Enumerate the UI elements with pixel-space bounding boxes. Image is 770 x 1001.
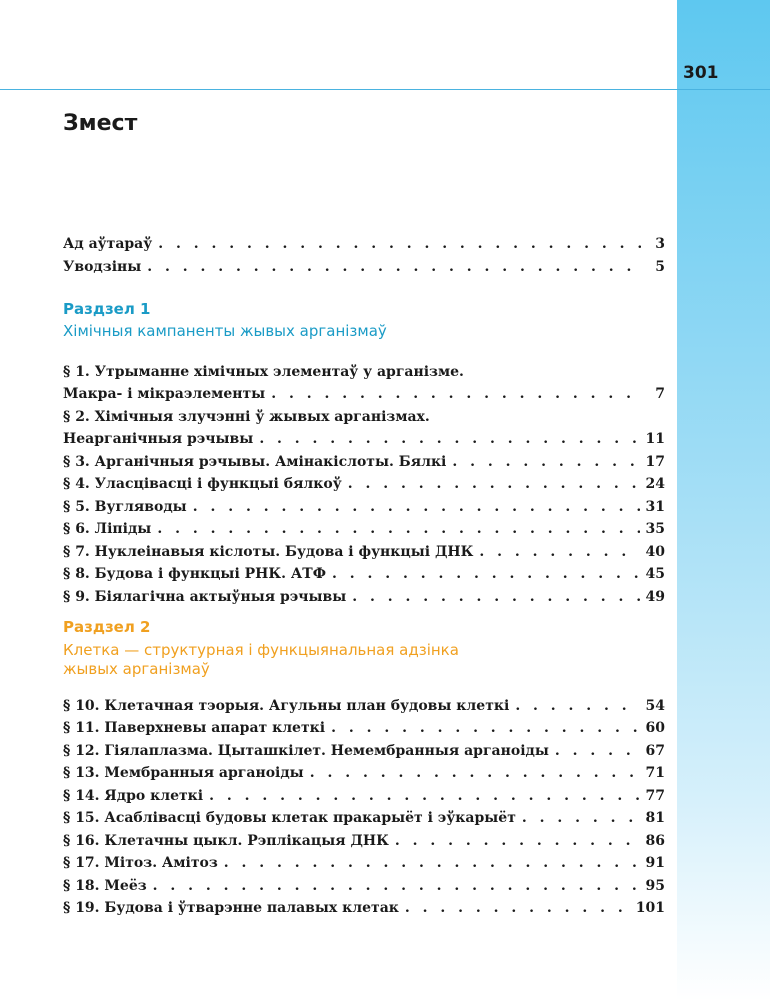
leader-dots bbox=[331, 720, 639, 736]
toc-entry-text: § 1. Утрыманне хімічных элементаў у арганізме. bbox=[63, 364, 464, 380]
toc-entry-page: 7 bbox=[655, 386, 665, 402]
toc-entry[interactable] bbox=[63, 364, 665, 386]
toc-entry-page: 35 bbox=[645, 521, 665, 537]
toc-entry-text: § 5. Вугляводы bbox=[63, 499, 187, 515]
toc-entry[interactable] bbox=[63, 521, 665, 543]
toc-entry-text: § 3. Арганічныя рэчывы. Амінакіслоты. Бялкі bbox=[63, 454, 447, 470]
toc-entry-from-authors[interactable] bbox=[63, 236, 665, 258]
toc-entry-text: § 4. Уласцівасці і функцыі бялкоў bbox=[63, 476, 342, 492]
toc-entry-page: 95 bbox=[645, 878, 665, 894]
toc-entry-page: 11 bbox=[645, 431, 665, 447]
leader-dots bbox=[515, 698, 639, 714]
toc-entry-page: 60 bbox=[645, 720, 665, 736]
toc-entry[interactable] bbox=[63, 698, 665, 720]
toc-entry-text: § 7. Нуклеінавыя кіслоты. Будова і функцыі ДНК bbox=[63, 544, 474, 560]
toc-entry-text: § 10. Клетачная тэорыя. Агульны план будовы клеткі bbox=[63, 698, 510, 714]
page-title: Змест bbox=[63, 111, 138, 136]
toc-entry[interactable] bbox=[63, 589, 665, 611]
leader-dots bbox=[452, 454, 639, 470]
leader-dots bbox=[209, 788, 639, 804]
section-1-title: Хімічныя кампаненты жывых арганізмаў bbox=[63, 322, 387, 340]
leader-dots bbox=[271, 386, 641, 402]
leader-dots bbox=[395, 833, 640, 849]
toc-entry[interactable] bbox=[63, 810, 665, 832]
leader-dots bbox=[147, 259, 641, 275]
toc-entry[interactable] bbox=[63, 544, 665, 566]
side-color-band bbox=[677, 0, 770, 1001]
toc-entry-text: § 16. Клетачны цыкл. Рэплікацыя ДНК bbox=[63, 833, 389, 849]
section-2-label: Раздзел 2 bbox=[63, 618, 151, 636]
header-rule bbox=[0, 89, 770, 90]
toc-entry-text: § 6. Ліпіды bbox=[63, 521, 152, 537]
toc-entry-text: Макра- і мікраэлементы bbox=[63, 386, 266, 402]
toc-entry-text: § 15. Асаблівасці будовы клетак пракарыёт і эўкарыёт bbox=[63, 810, 516, 826]
toc-entry-page: 24 bbox=[645, 476, 665, 492]
leader-dots bbox=[259, 431, 639, 447]
leader-dots bbox=[479, 544, 639, 560]
toc-entry-text: § 11. Паверхневы апарат клеткі bbox=[63, 720, 326, 736]
toc-entry[interactable] bbox=[63, 833, 665, 855]
leader-dots bbox=[555, 743, 640, 759]
toc-entry-text: § 14. Ядро клеткі bbox=[63, 788, 204, 804]
toc-entry[interactable] bbox=[63, 566, 665, 588]
toc-entry-page: 67 bbox=[645, 743, 665, 759]
toc-entry-text: § 12. Гіялаплазма. Цыташкілет. Немембранныя арганоіды bbox=[63, 743, 549, 759]
leader-dots bbox=[158, 236, 641, 252]
toc-entry-page: 71 bbox=[645, 765, 665, 781]
toc-entry-text: Ад аўтараў bbox=[63, 236, 153, 252]
section-2-title-line1: Клетка — структурная і функцыянальная адзінка bbox=[63, 641, 459, 659]
toc-entry[interactable] bbox=[63, 765, 665, 787]
leader-dots bbox=[153, 878, 640, 894]
toc-entry-text: § 19. Будова і ўтварэнне палавых клетак bbox=[63, 900, 399, 916]
toc-entry[interactable] bbox=[63, 454, 665, 476]
toc-entry-page: 86 bbox=[645, 833, 665, 849]
toc-entry-page: 49 bbox=[645, 589, 665, 605]
toc-entry-text: § 8. Будова і функцыі РНК. АТФ bbox=[63, 566, 326, 582]
toc-entry-text: § 2. Хімічныя злучэнні ў жывых арганізмах. bbox=[63, 409, 430, 425]
toc-entry[interactable] bbox=[63, 476, 665, 498]
leader-dots bbox=[332, 566, 640, 582]
toc-entry-text: § 17. Мітоз. Амітоз bbox=[63, 855, 218, 871]
toc-entry[interactable] bbox=[63, 900, 665, 922]
toc-entry-page: 31 bbox=[645, 499, 665, 515]
leader-dots bbox=[522, 810, 640, 826]
toc-entry-page: 91 bbox=[645, 855, 665, 871]
toc-entry-page: 40 bbox=[645, 544, 665, 560]
leader-dots bbox=[405, 900, 630, 916]
toc-entry-page: 45 bbox=[645, 566, 665, 582]
toc-entry-page: 5 bbox=[655, 259, 665, 275]
toc-entry[interactable] bbox=[63, 788, 665, 810]
toc-entry-text: § 18. Меёз bbox=[63, 878, 147, 894]
toc-entry-page: 77 bbox=[645, 788, 665, 804]
toc-entry-page: 17 bbox=[645, 454, 665, 470]
leader-dots bbox=[348, 476, 640, 492]
toc-entry-text: Уводзіны bbox=[63, 259, 142, 275]
toc-entry-text: § 13. Мембранныя арганоіды bbox=[63, 765, 304, 781]
toc-entry[interactable] bbox=[63, 386, 665, 408]
toc-entry[interactable] bbox=[63, 878, 665, 900]
toc-entry-page: 54 bbox=[645, 698, 665, 714]
toc-entry[interactable] bbox=[63, 855, 665, 877]
toc-entry[interactable] bbox=[63, 431, 665, 453]
toc-entry[interactable] bbox=[63, 499, 665, 521]
toc-entry[interactable] bbox=[63, 720, 665, 742]
toc-entry-text: § 9. Біялагічна актыўныя рэчывы bbox=[63, 589, 347, 605]
toc-entry-page: 3 bbox=[655, 236, 665, 252]
toc-entry[interactable] bbox=[63, 743, 665, 765]
leader-dots bbox=[352, 589, 639, 605]
leader-dots bbox=[193, 499, 640, 515]
section-1-label: Раздзел 1 bbox=[63, 300, 151, 318]
toc-entry[interactable] bbox=[63, 409, 665, 431]
section-2-title-line2: жывых арганізмаў bbox=[63, 660, 210, 678]
toc-entry-introduction[interactable] bbox=[63, 259, 665, 281]
toc-entry-page: 81 bbox=[645, 810, 665, 826]
toc-entry-page: 101 bbox=[635, 900, 665, 916]
toc-entry-text: Неарганічныя рэчывы bbox=[63, 431, 254, 447]
leader-dots bbox=[224, 855, 640, 871]
leader-dots bbox=[157, 521, 639, 537]
leader-dots bbox=[310, 765, 640, 781]
page-number: 301 bbox=[683, 63, 719, 83]
